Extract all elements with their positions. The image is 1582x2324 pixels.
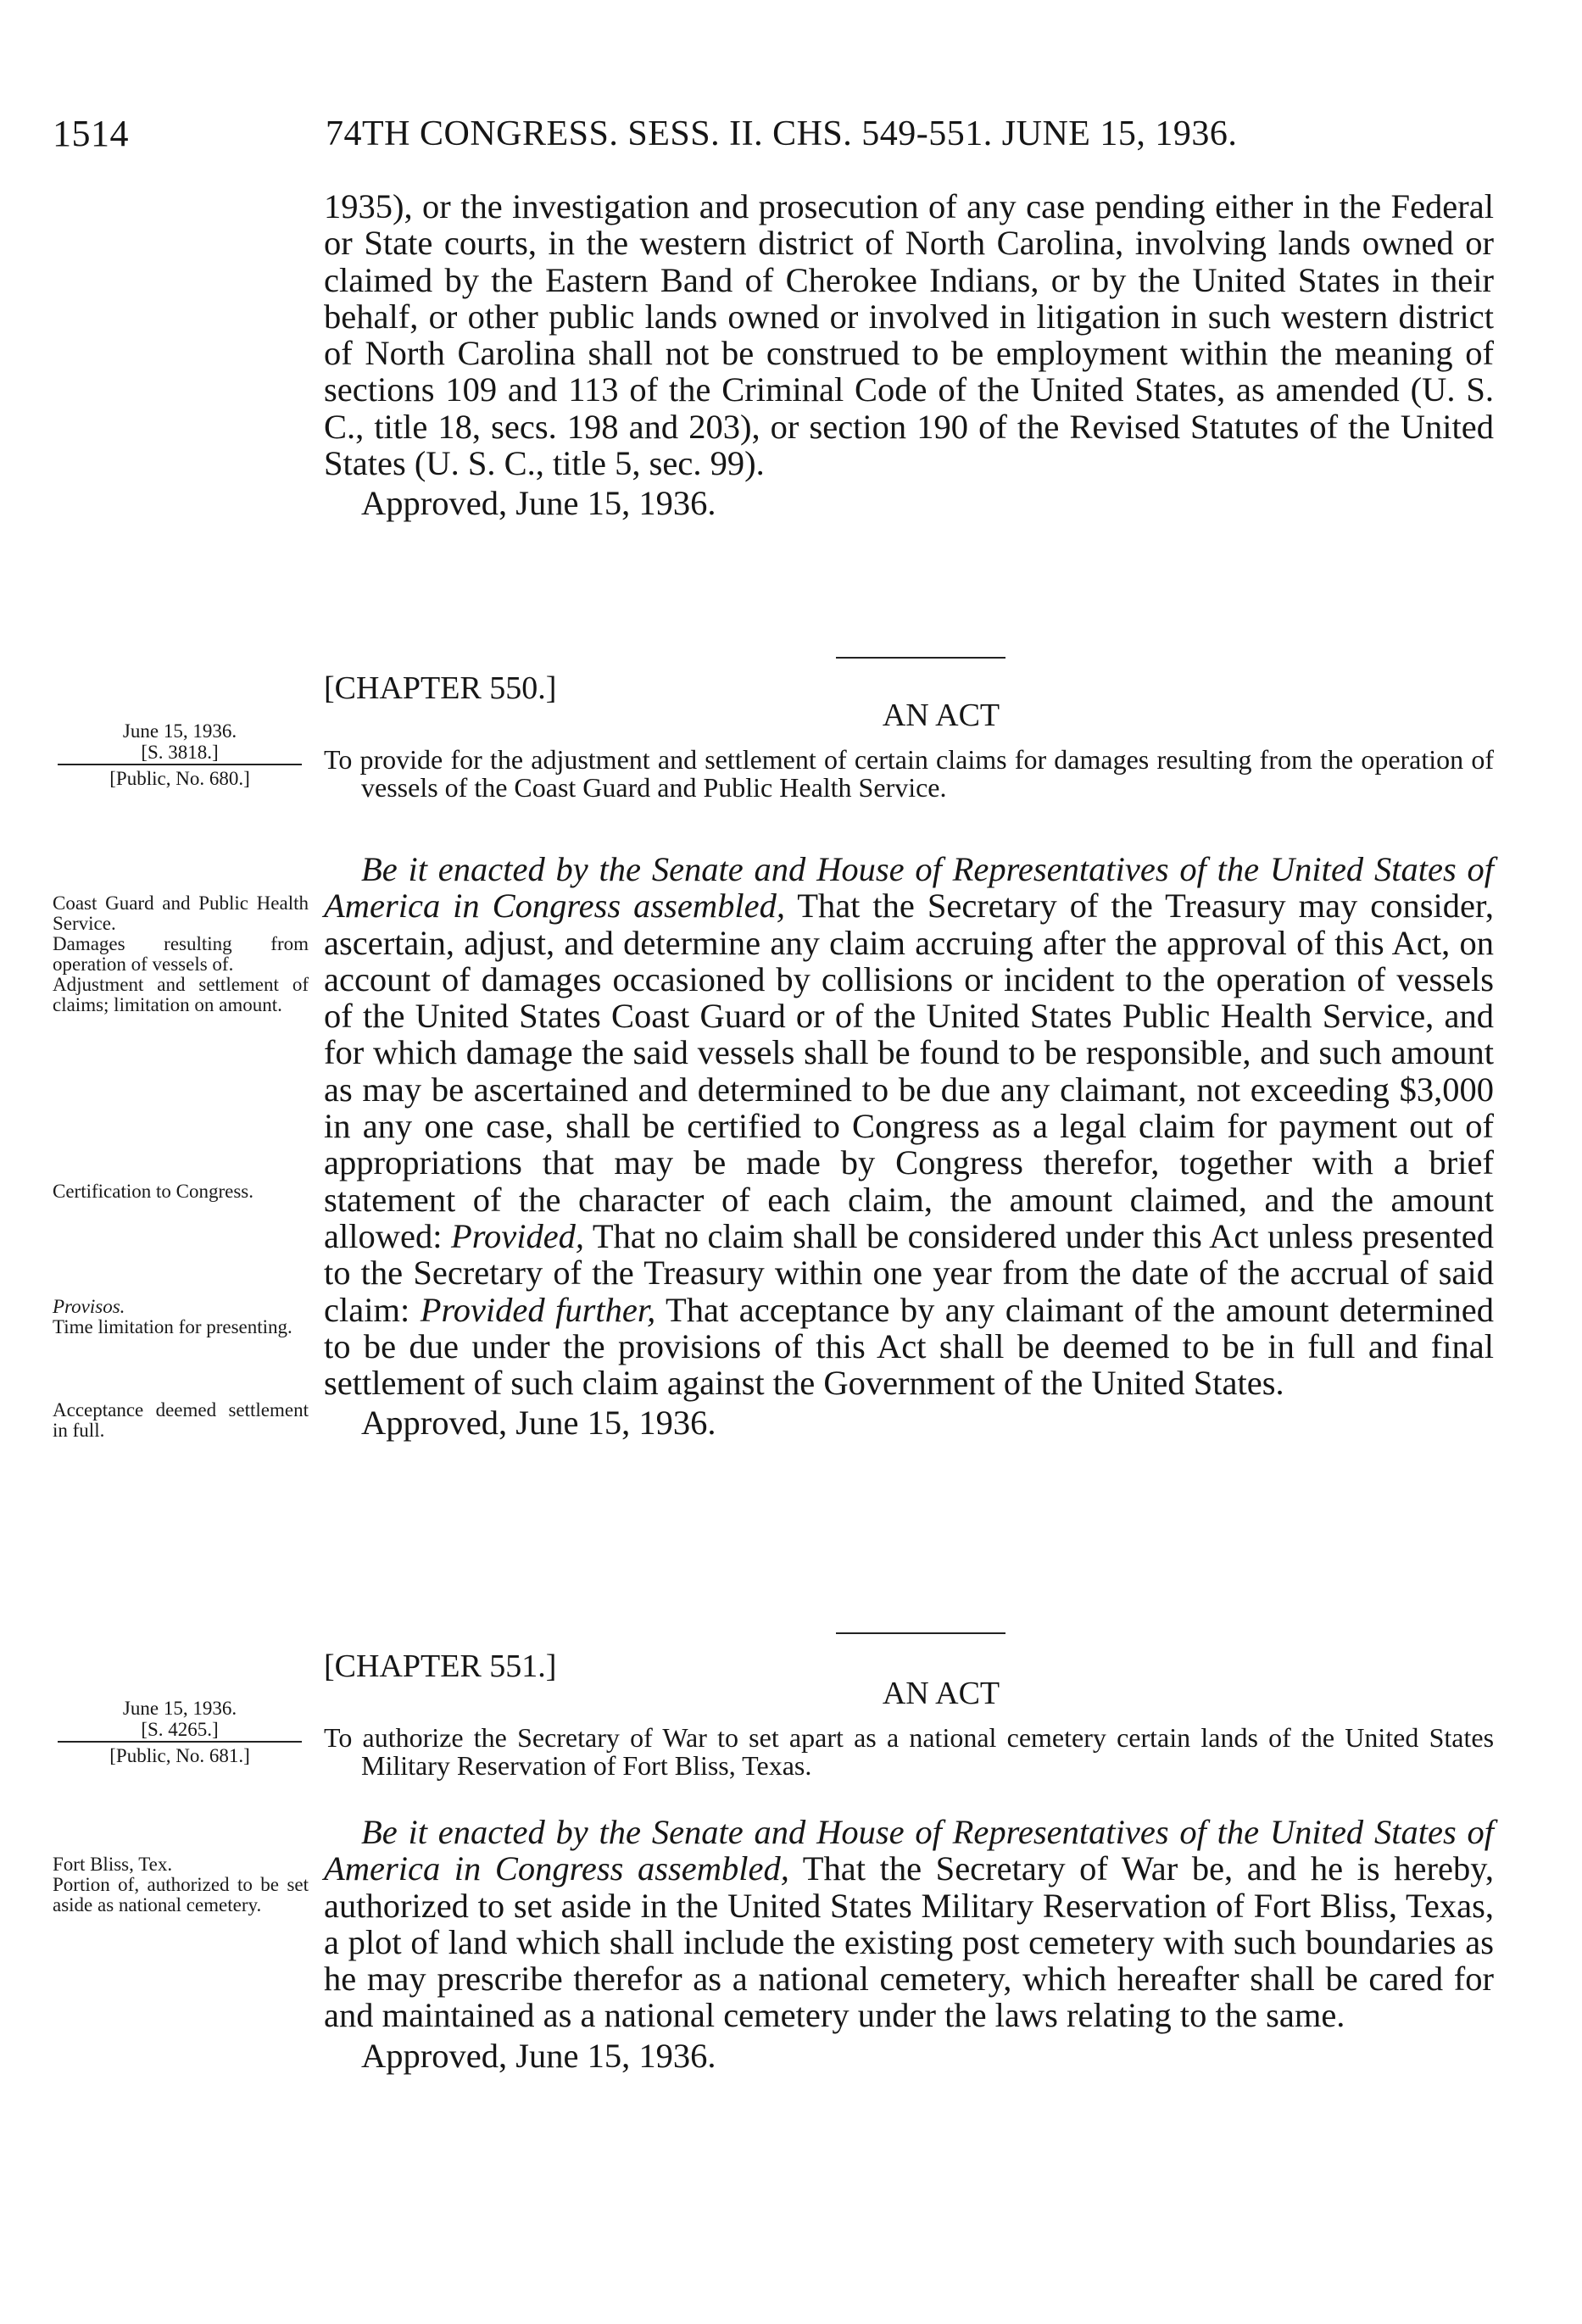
- ch550-label: [CHAPTER 550.]: [324, 670, 557, 706]
- ch550-margin-note-provisos: [53, 1297, 309, 1337]
- ch550-approved: Approved, June 15, 1936.: [361, 1404, 716, 1443]
- ch550-body-1: That the Secretary of the Treasury may consider, ascertain, adjust, and determine any claim accruing after the approval of this Act, on account of damages occasioned by collisions or incident to the operation of vessels of the United States Coast Guard or of the United States Public Health Service, and for which damage the said vessels shall be found to be responsible, and such amount as may be ascertained and determined to be due any claimant, not exceeding $3,000 in any one case, shall be certified to Congress as a legal claim for payment out of appropriations that may be made by Congress therefor, together with a brief statement of the character of each claim, the amount claimed, and the amount allowed:: [324, 887, 1494, 1255]
- ch551-title-first: To authorize the Secretary of War to set apart as a national cemetery certain: [324, 1722, 1191, 1753]
- ch550-proviso-1-label: Provided,: [450, 1216, 585, 1255]
- ch551-side-reference: [53, 1698, 307, 1766]
- ch551-act-heading: AN ACT: [882, 1676, 1000, 1711]
- page-number: 1514: [53, 113, 129, 154]
- ch551-side-date: June 15, 1936.: [122, 1698, 237, 1719]
- ch550-title: [324, 746, 1494, 802]
- ch550-margin-note-1c: Adjustment and settlement of claims; limitation on amount.: [53, 974, 309, 1015]
- ch551-body: [324, 1814, 1494, 2074]
- ch551-body-text: That the Secretary of War be, and he is hereby, authorized to set aside in the United States Military Reservation of Fort Bliss, Texas, a plot of land which shall include the existing post cemetery with such boundaries as he may prescribe therefor as a national cemetery, which hereafter shall be cared for and maintained as a national cemetery under the laws relating to the same.: [324, 1849, 1494, 2035]
- ch551-title-rest: lands of the United States Military Reservation of Fort Bliss, Texas.: [361, 1722, 1495, 1781]
- running-head: [53, 108, 1506, 159]
- ch551-label: [CHAPTER 551.]: [324, 1648, 557, 1684]
- ch550-margin-note-1a: Coast Guard and Public Health Service.: [53, 892, 309, 934]
- ch550-margin-note-1b: Damages resulting from operation of vessels of.: [53, 933, 309, 975]
- ch551-side-public: [Public, No. 681.]: [109, 1745, 250, 1766]
- ch550-rule: [836, 657, 1005, 659]
- ch550-margin-note-subject: [53, 893, 309, 1015]
- ch551-margin-note: [53, 1854, 309, 1915]
- prev-chapter-text: [324, 188, 1494, 522]
- ch550-margin-note-4: Acceptance deemed settlement in full.: [53, 1399, 309, 1441]
- ch551-enacting-clause: Be it enacted by the Senate and House of Representatives of the United States of America in Congress assembled,: [324, 1813, 1494, 1888]
- ch550-title-first: To provide for the adjustment and settlement of certain claims for damages: [324, 744, 1150, 775]
- ch551-side-bill: [S. 4265.]: [58, 1719, 302, 1743]
- ch550-margin-note-acceptance: [53, 1400, 309, 1441]
- ch551-approved: Approved, June 15, 1936.: [361, 2036, 716, 2075]
- ch551-section: [324, 1814, 1494, 2034]
- ch550-margin-note-3a: Provisos.: [53, 1296, 125, 1317]
- ch550-margin-note-3b: Time limitation for presenting.: [53, 1316, 292, 1337]
- ch550-enacting-clause: Be it enacted by the Senate and House of Representatives of the United States of America in Congress assembled,: [324, 850, 1494, 926]
- ch550-margin-note-certification: [53, 1181, 309, 1202]
- ch550-title-rest: resulting from the operation of vessels of the Coast Guard and Public Health Service.: [361, 744, 1495, 803]
- ch550-side-public: [Public, No. 680.]: [109, 768, 250, 789]
- running-title: 74TH CONGRESS. SESS. II. CHS. 549-551. JUNE 15, 1936.: [326, 114, 1238, 153]
- ch551-title: [324, 1724, 1494, 1780]
- prev-chapter-approved: Approved, June 15, 1936.: [361, 484, 716, 523]
- ch550-side-date: June 15, 1936.: [122, 720, 237, 742]
- ch551-rule: [836, 1632, 1005, 1634]
- ch551-margin-note-1b: Portion of, authorized to be set aside as national cemetery.: [53, 1874, 309, 1915]
- ch550-proviso-2-label: Provided further,: [420, 1290, 656, 1329]
- ch550-side-reference: [53, 720, 307, 789]
- ch550-margin-note-2: Certification to Congress.: [53, 1181, 253, 1202]
- prev-chapter-paragraph: 1935), or the investigation and prosecution of any case pending either in the Federal or State courts, in the western district of North Carolina, involving lands owned or claimed by the Eastern Band of Cherokee Indians, or by the United States in their behalf, or other public lands owned or involved in litigation in such western district of North Carolina shall not be construed to be employment within the meaning of sections 109 and 113 of the Criminal Code of the United States, as amended (U. S. C., title 18, secs. 198 and 203), or section 190 of the Revised Statutes of the United States (U. S. C., title 5, sec. 99).: [324, 187, 1494, 483]
- ch550-body: [324, 851, 1494, 1442]
- ch550-section: [324, 851, 1494, 1401]
- ch550-body-2: That no claim shall be considered under this Act unless presented to the Secretary of the Treasury within one year from the date of the accrual of said claim:: [324, 1216, 1494, 1329]
- ch550-side-bill: [S. 3818.]: [58, 742, 302, 765]
- ch550-body-3: That acceptance by any claimant of the amount determined to be due under the provisions of this Act shall be deemed to be in full and final settlement of such claim against the Government of the United States.: [324, 1290, 1494, 1403]
- ch550-act-heading: AN ACT: [882, 698, 1000, 733]
- ch551-margin-note-1a: Fort Bliss, Tex.: [53, 1854, 173, 1875]
